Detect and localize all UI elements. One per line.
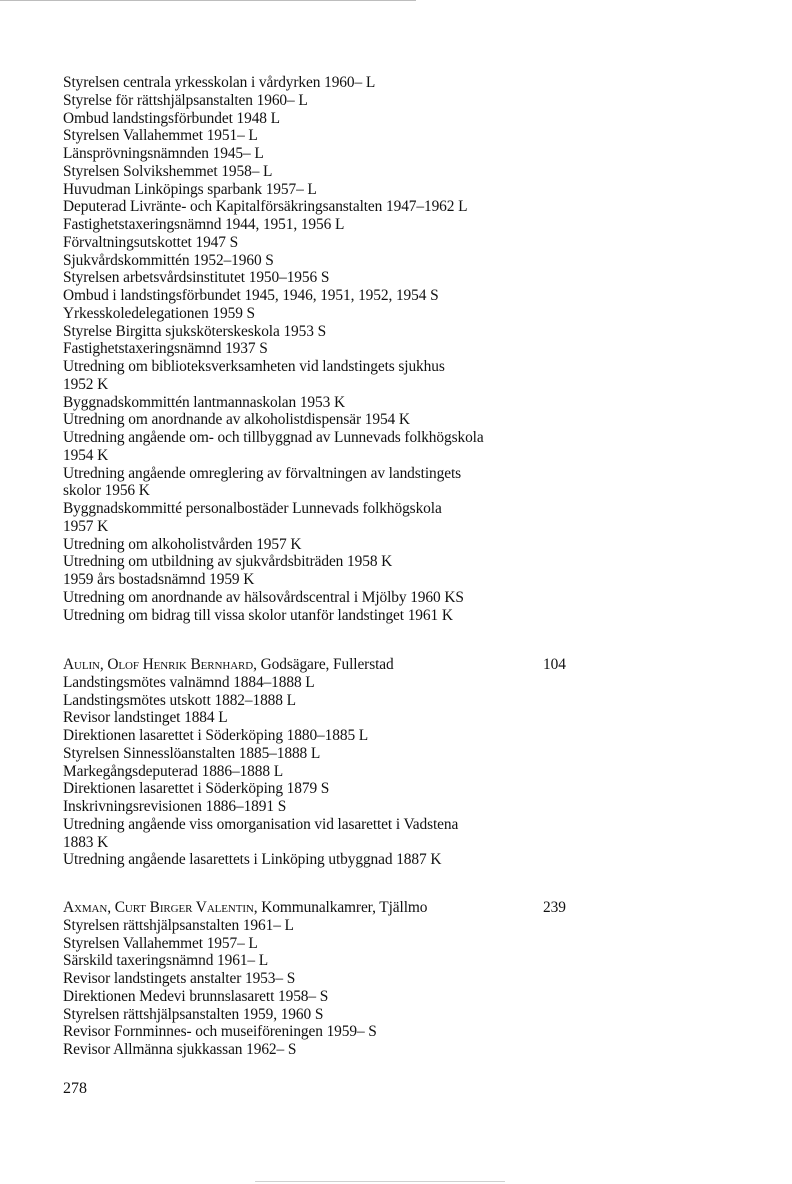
record-line: Särskild taxeringsnämnd 1961– L <box>63 952 269 970</box>
record-line: Styrelsen Sinnesslöanstalten 1885–1888 L <box>63 744 321 762</box>
record-line: Utredning om anordnande av hälsovårdscentral i Mjölby 1960 KS <box>63 588 464 606</box>
person-name: Aulin, Olof Henrik Bernhard <box>63 656 254 673</box>
record-line: 1959 års bostadsnämnd 1959 K <box>63 571 255 588</box>
entry-aulin <box>63 656 583 869</box>
reference-number: 104 <box>543 656 566 673</box>
record-line: Landstingsmötes valnämnd 1884–1888 L <box>63 673 315 691</box>
record-line: Styrelsen Vallahemmet 1957– L <box>63 934 258 952</box>
record-line: Ombud i landstingsförbundet 1945, 1946, 1951, 1952, 1954 S <box>63 287 439 304</box>
record-line: Direktionen lasarettet i Söderköping 1880–1885 L <box>63 727 369 744</box>
record-line: Deputerad Livränte- och Kapitalförsäkringsanstalten 1947–1962 L <box>63 198 468 216</box>
record-line: Styrelsen Solvikshemmet 1958– L <box>63 162 273 180</box>
record-line: Utredning om anordnande av alkoholistdispensär 1954 K <box>63 411 410 429</box>
bottom-rule <box>255 1181 505 1182</box>
record-line: Styrelsen arbetsvårdsinstitutet 1950–1956 S <box>63 269 330 287</box>
record-line: 1952 K <box>63 375 109 393</box>
record-line: 1883 K <box>63 833 109 851</box>
record-line: Styrelse Birgitta sjuksköterskeskola 1953 S <box>63 322 327 340</box>
entry-heading <box>63 656 583 674</box>
entry-axman <box>63 899 583 1059</box>
record-line: Styrelsen rättshjälpsanstalten 1959, 1960 S <box>63 1005 324 1023</box>
record-line: Utredning angående omreglering av förvaltningen av landstingets <box>63 464 462 482</box>
reference-number: 239 <box>543 899 566 916</box>
record-line: Yrkesskoledelegationen 1959 S <box>63 304 256 322</box>
record-line: Direktionen lasarettet i Söderköping 1879 S <box>63 780 330 798</box>
record-line: Revisor Fornminnes- och museiföreningen 1959– S <box>63 1023 377 1041</box>
record-line: Inskrivningsrevisionen 1886–1891 S <box>63 798 287 815</box>
record-line: Revisor landstinget 1884 L <box>63 709 228 727</box>
record-line: Utredning angående om- och tillbyggnad av Lunnevads folkhögskola <box>63 429 484 446</box>
record-line: Huvudman Linköpings sparbank 1957– L <box>63 180 317 198</box>
record-line: Utredning angående lasarettets i Linköping utbyggnad 1887 K <box>63 851 442 869</box>
record-line: 1954 K <box>63 446 109 464</box>
record-line: Fastighetstaxeringsnämnd 1937 S <box>63 340 268 358</box>
record-line: skolor 1956 K <box>63 482 150 500</box>
record-line: Utredning om alkoholistvården 1957 K <box>63 535 302 553</box>
record-line: Sjukvårdskommittén 1952–1960 S <box>63 251 274 269</box>
record-line: Förvaltningsutskottet 1947 S <box>63 233 239 251</box>
record-line: Utredning om biblioteksverksamheten vid landstingets sjukhus <box>63 358 445 375</box>
record-line: Markegångsdeputerad 1886–1888 L <box>63 762 284 780</box>
record-line: Ombud landstingsförbundet 1948 L <box>63 109 280 127</box>
page-number: 278 <box>63 1080 87 1097</box>
record-line: Utredning om utbildning av sjukvårdsbiträden 1958 K <box>63 553 393 571</box>
record-line: Landstingsmötes utskott 1882–1888 L <box>63 691 296 709</box>
record-line: Styrelsen Vallahemmet 1951– L <box>63 127 258 145</box>
record-line: Utredning angående viss omorganisation vid lasarettet i Vadstena <box>63 815 459 833</box>
record-line: Byggnadskommittén lantmannaskolan 1953 K <box>63 393 345 411</box>
record-line: Revisor landstingets anstalter 1953– S <box>63 970 296 987</box>
record-line: Utredning om bidrag till vissa skolor utanför landstinget 1961 K <box>63 606 453 624</box>
top-rule <box>0 0 416 1</box>
record-line: Styrelse för rättshjälpsanstalten 1960– L <box>63 91 308 109</box>
record-line: Revisor Allmänna sjukkassan 1962– S <box>63 1041 297 1058</box>
record-line: Fastighetstaxeringsnämnd 1944, 1951, 1956 L <box>63 216 345 233</box>
record-line: Styrelsen rättshjälpsanstalten 1961– L <box>63 916 294 934</box>
record-line: Styrelsen centrala yrkesskolan i vårdyrken 1960– L <box>63 74 376 91</box>
record-line: Byggnadskommitté personalbostäder Lunnevads folkhögskola <box>63 500 442 517</box>
person-occupation: , Kommunalkamrer, Tjällmo <box>253 899 428 916</box>
record-line: Länsprövningsnämnden 1945– L <box>63 145 264 162</box>
record-line: 1957 K <box>63 517 109 535</box>
record-line: Direktionen Medevi brunnslasarett 1958– S <box>63 987 329 1005</box>
person-name: Axman, Curt Birger Valentin <box>63 899 254 916</box>
entry-heading <box>63 899 583 917</box>
continued-entry <box>63 74 583 624</box>
person-occupation: , Godsägare, Fullerstad <box>253 656 394 673</box>
